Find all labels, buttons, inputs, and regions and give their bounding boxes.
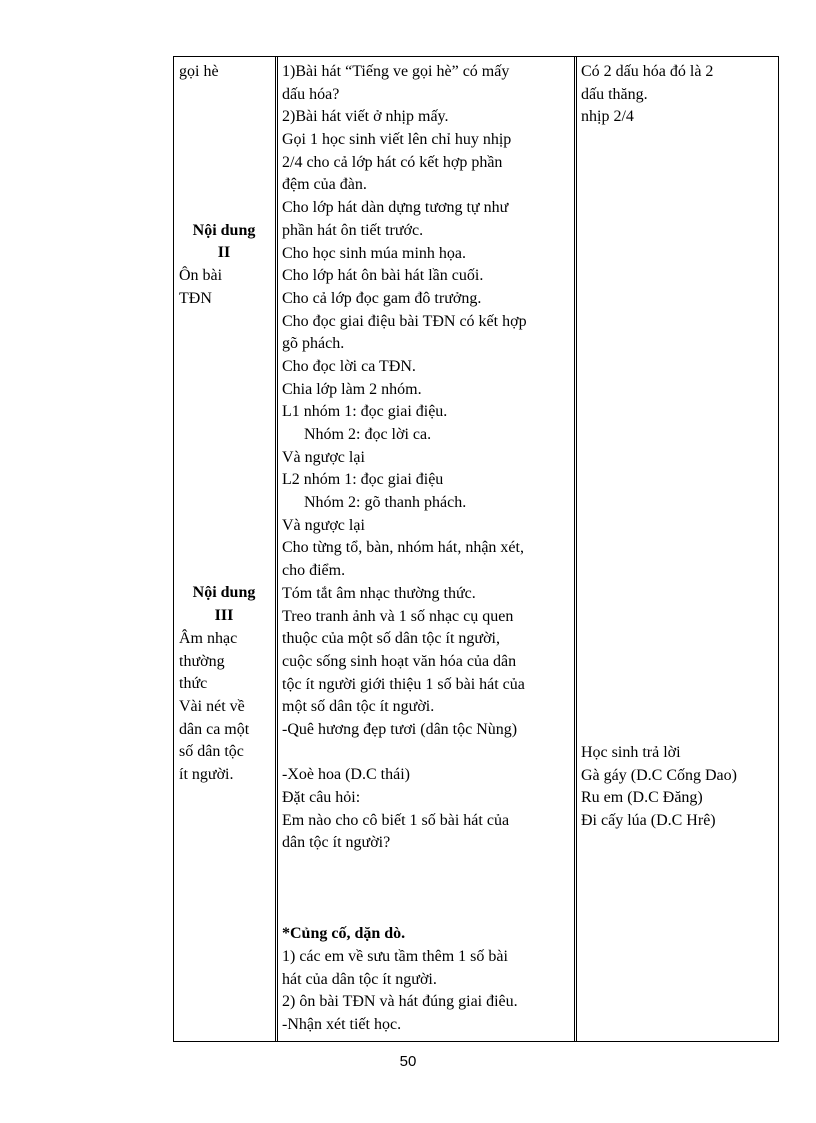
activity-line: -Nhận xét tiết học. xyxy=(282,1015,402,1033)
section-text: TĐN xyxy=(179,289,212,307)
section-heading: III xyxy=(214,607,234,625)
activity-line: cho điểm. xyxy=(282,562,346,580)
activity-line: Đặt câu hỏi: xyxy=(282,789,361,806)
column-divider xyxy=(275,57,278,1041)
activity-line: 1) các em về sưu tầm thêm 1 số bài xyxy=(282,947,508,965)
student-line: Có 2 dấu hóa đó là 2 xyxy=(581,63,714,80)
activity-line: Cho cả lớp đọc gam đô trưởng. xyxy=(282,289,482,307)
student-line: Học sinh trả lời xyxy=(581,744,681,762)
activity-line: Cho lớp hát dàn dựng tương tự như xyxy=(282,199,509,217)
activity-line: -Quê hương đẹp tươi (dân tộc Nùng) xyxy=(282,720,518,738)
activity-line: Em nào cho cô biết 1 số bài hát của xyxy=(282,811,510,829)
activity-line: cuộc sống sinh hoạt văn hóa của dân xyxy=(282,652,517,670)
column-divider xyxy=(574,57,577,1041)
section-text: Ôn bài xyxy=(179,267,223,285)
activity-line: dấu hóa? xyxy=(282,85,340,103)
section-heading: Nội dung xyxy=(192,221,256,239)
section-text: số dân tộc xyxy=(179,743,244,761)
activity-line xyxy=(282,855,572,878)
student-line: nhịp 2/4 xyxy=(581,108,634,126)
activity-line: Gọi 1 học sinh viết lên chỉ huy nhịp xyxy=(282,131,512,149)
activity-line: Cho đọc lời ca TĐN. xyxy=(282,357,416,375)
activity-line: gõ phách. xyxy=(282,335,345,353)
section-text: dân ca một xyxy=(179,720,250,738)
activity-line: tộc ít người giới thiệu 1 số bài hát của xyxy=(282,675,525,693)
activity-line: Nhóm 2: gõ thanh phách. xyxy=(304,494,467,512)
activity-line: Và ngược lại xyxy=(282,448,365,466)
student-line: Đi cấy lúa (D.C Hrê) xyxy=(581,812,716,830)
teacher-activity-column xyxy=(282,61,572,1037)
activity-line xyxy=(282,900,572,923)
activity-line: Nhóm 2: đọc lời ca. xyxy=(304,426,432,443)
section-column xyxy=(179,61,269,787)
section-text: thường xyxy=(179,652,225,670)
summary-heading: *Củng cố, dặn dò. xyxy=(282,925,406,943)
page-number: 50 xyxy=(399,1053,417,1070)
activity-line: Cho đọc giai điệu bài TĐN có kết hợp xyxy=(282,312,527,330)
activity-line: hát của dân tộc ít người. xyxy=(282,970,437,988)
activity-line: Cho từng tổ, bàn, nhóm hát, nhận xét, xyxy=(282,539,524,557)
student-line: Ru em (D.C Đăng) xyxy=(581,789,703,807)
section-text: gọi hè xyxy=(179,63,219,80)
activity-line: 2)Bài hát viết ở nhịp mấy. xyxy=(282,108,449,126)
activity-line: -Xoè hoa (D.C thái) xyxy=(282,766,410,784)
section-text: ít người. xyxy=(179,765,234,783)
student-activity-column xyxy=(581,61,776,833)
activity-line: thuộc của một số dân tộc ít người, xyxy=(282,630,500,648)
activity-line: phần hát ôn tiết trước. xyxy=(282,221,424,239)
section-heading: II xyxy=(217,244,231,262)
section-heading: Nội dung xyxy=(192,584,256,602)
activity-line: 2) ôn bài TĐN và hát đúng giai điêu. xyxy=(282,993,518,1011)
activity-line: L1 nhóm 1: đọc giai điệu. xyxy=(282,403,448,421)
activity-line: Tóm tắt âm nhạc thường thức. xyxy=(282,584,476,602)
activity-line: Cho lớp hát ôn bài hát lần cuối. xyxy=(282,267,484,285)
activity-line xyxy=(282,878,572,901)
activity-line: Và ngược lại xyxy=(282,516,365,534)
activity-line: 1)Bài hát “Tiếng ve gọi hè” có mấy xyxy=(282,63,510,80)
student-line: Gà gáy (D.C Cống Dao) xyxy=(581,766,737,784)
section-text: Vài nét về xyxy=(179,697,245,715)
student-line: dấu thăng. xyxy=(581,85,648,103)
section-text: Âm nhạc xyxy=(179,629,238,647)
lesson-table xyxy=(173,56,779,1042)
activity-line: Cho học sinh múa minh họa. xyxy=(282,244,466,262)
activity-line: 2/4 cho cả lớp hát có kết hợp phần xyxy=(282,153,503,171)
activity-line: L2 nhóm 1: đọc giai điệu xyxy=(282,471,444,489)
activity-line: Chia lớp làm 2 nhóm. xyxy=(282,380,422,398)
section-text: thức xyxy=(179,675,208,693)
activity-line: Treo tranh ảnh và 1 số nhạc cụ quen xyxy=(282,607,514,625)
activity-line xyxy=(282,742,572,765)
activity-line: đệm của đàn. xyxy=(282,176,367,194)
activity-line: dân tộc ít người? xyxy=(282,834,391,852)
activity-line: một số dân tộc ít người. xyxy=(282,698,435,716)
